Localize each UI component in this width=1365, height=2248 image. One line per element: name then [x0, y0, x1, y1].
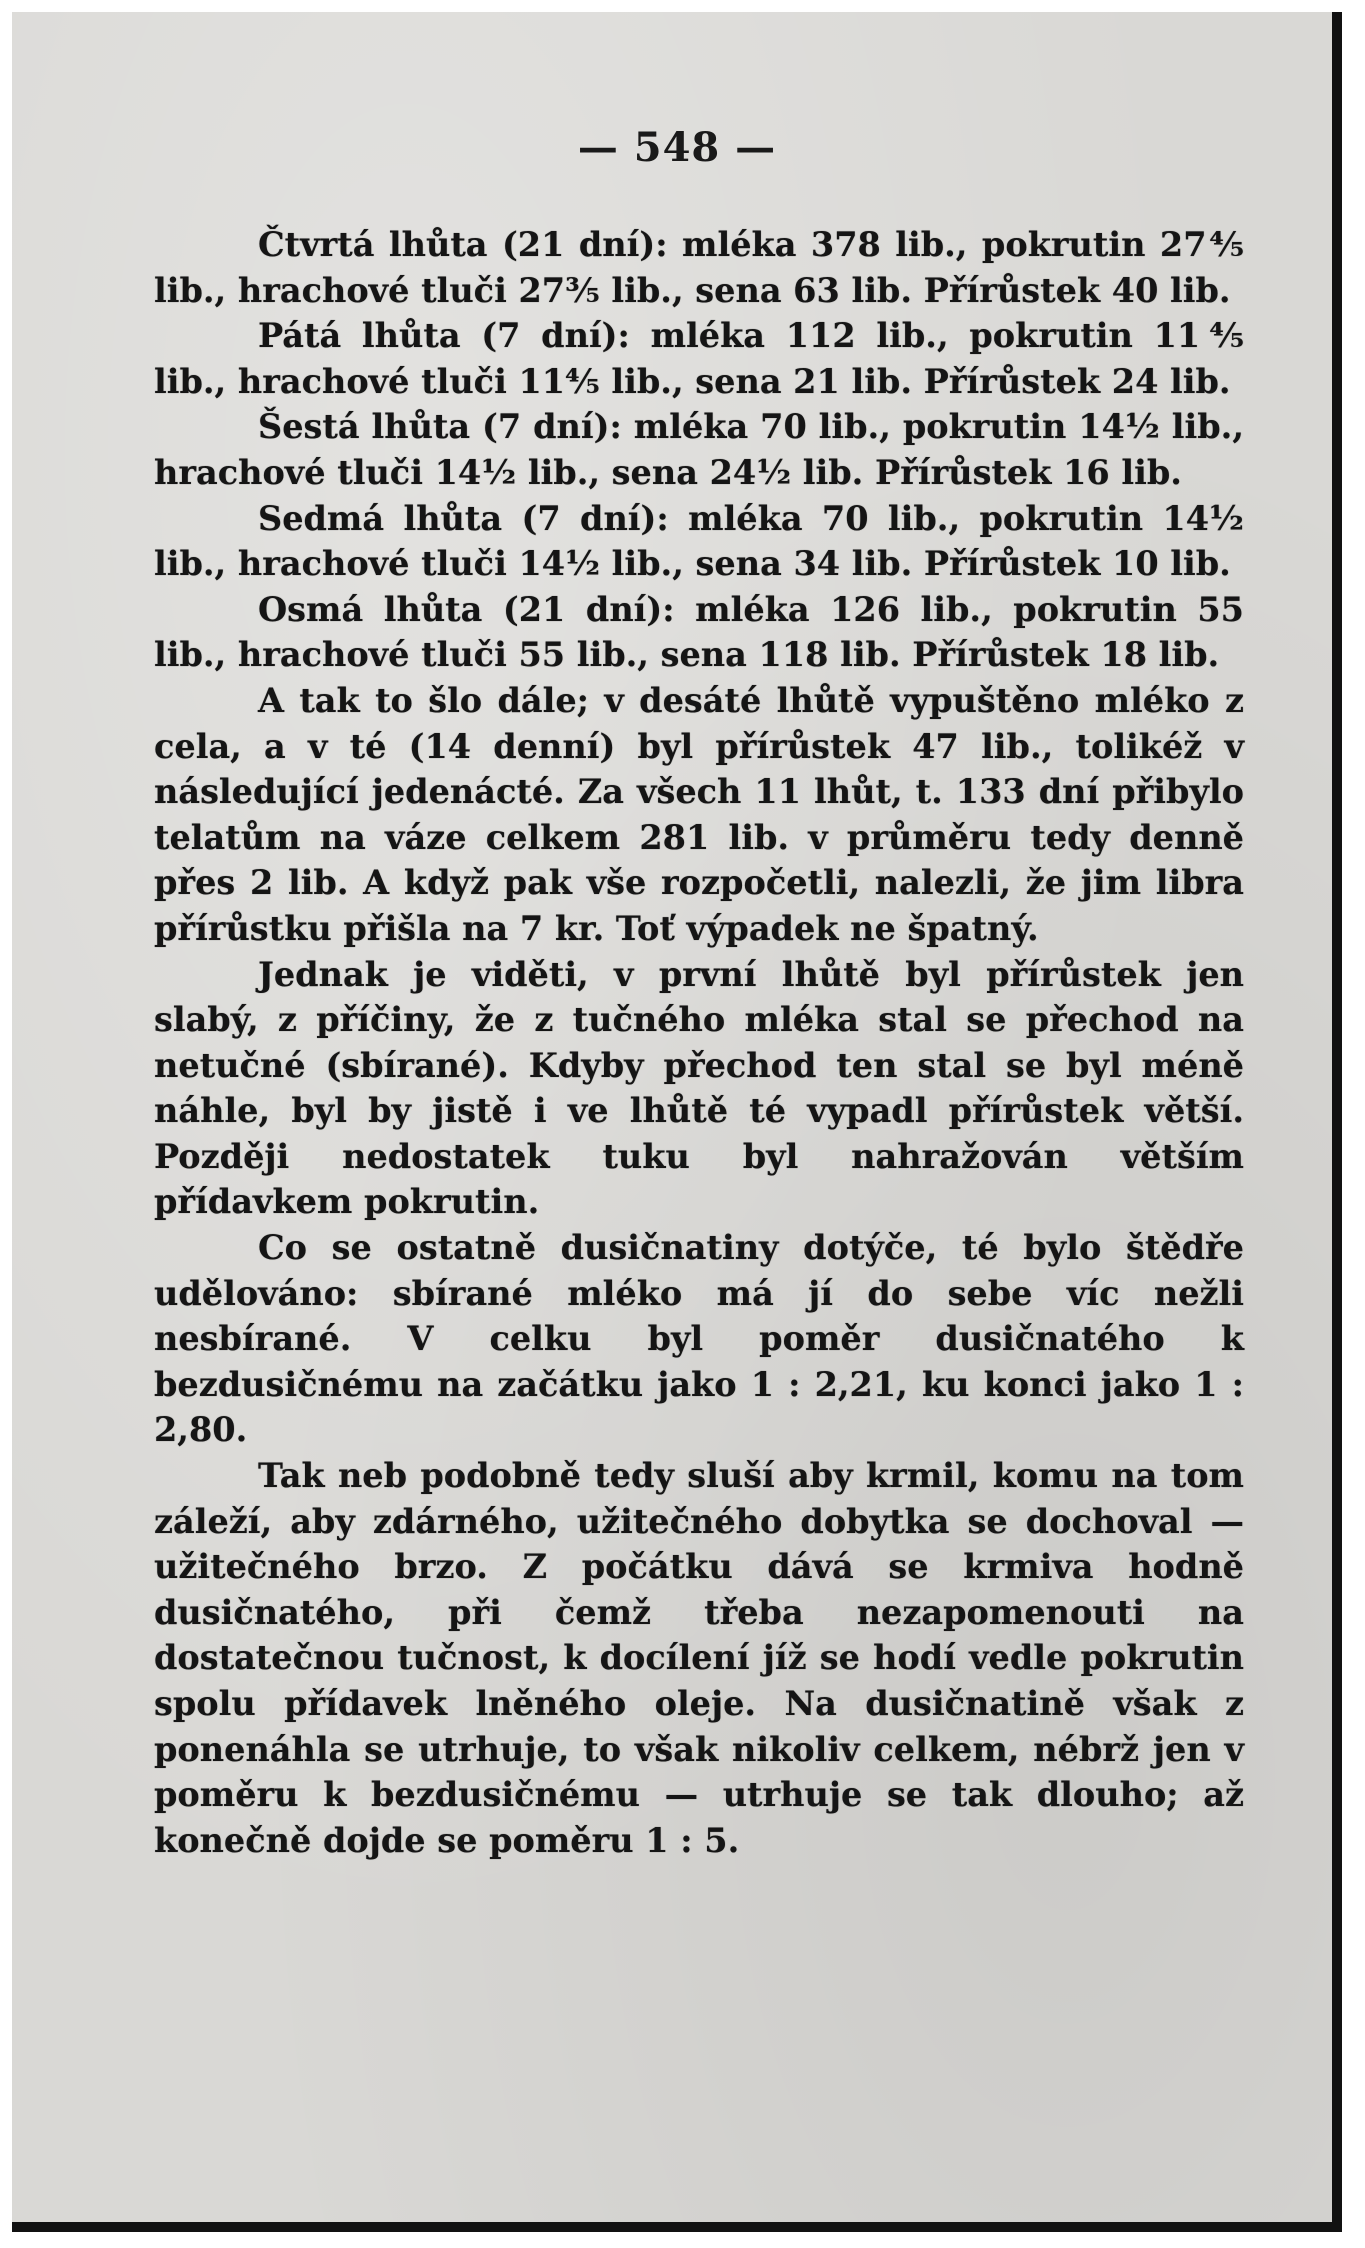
paragraph-osma-lhuta: Osmá lhůta (21 dní): mléka 126 lib., pokrutin 55 lib., hrachové tluči 55 lib., sena 118 lib. Přírůstek 18 lib.	[154, 589, 1244, 675]
paragraph-ctvrta-lhuta: Čtvrtá lhůta (21 dní): mléka 378 lib., pokrutin 27⅘ lib., hrachové tluči 27⅗ lib., sena 63 lib. Přírůstek 40 lib.	[154, 225, 1244, 310]
paragraph-dusicnatiny: Co se ostatně dusičnatiny dotýče, té bylo štědře udělováno: sbírané mléko má jí do sebe víc nežli nesbírané. V celku byl poměr dusičnatého k bezdusičnému na začátku jako 1 : 2,21, ku konci jako 1 : 2,80.	[154, 1228, 1244, 1450]
paragraph-pata-lhuta: Pátá lhůta (7 dní): mléka 112 lib., pokrutin 11⅘ lib., hrachové tluči 11⅘ lib., sena 21 lib. Přírůstek 24 lib.	[154, 316, 1244, 401]
paragraph-sesta-lhuta: Šestá lhůta (7 dní): mléka 70 lib., pokrutin 14½ lib., hrachové tluči 14½ lib., sena 24½ lib. Přírůstek 16 lib.	[154, 407, 1244, 492]
book-page	[12, 12, 1342, 2232]
paragraph-conclusion: Tak neb podobně tedy sluší aby krmil, komu na tom záleží, aby zdárného, užitečného dobytka se dochoval — užitečného brzo. Z počátku dává se krmiva hodně dusičnatého, při čemž třeba nezapomenouti na dostatečnou tučnost, k docílení jíž se hodí vedle pokrutin spolu přídavek lněného oleje. Na dusičnatině však z ponenáhla se utrhuje, to však nikoliv celkem, nébrž jen v poměru k bezdusičnému — utrhuje se tak dlouho; až konečně dojde se poměru 1 : 5.	[154, 1456, 1244, 1860]
paragraph-summary: A tak to šlo dále; v desáté lhůtě vypuštěno mléko z cela, a v té (14 denní) byl přírůstek 47 lib., tolikéž v následující jedenácté. Za všech 11 lhůt, t. 133 dní přibylo telatům na váze celkem 281 lib. v průměru tedy denně přes 2 lib. A když pak vše rozpočetli, nalezli, že jim libra přírůstku přišla na 7 kr. Toť výpadek ne špatný.	[154, 680, 1244, 948]
paragraph-jednak: Jednak je viděti, v první lhůtě byl přírůstek jen slabý, z příčiny, že z tučného mléka stal se přechod na netučné (sbírané). Kdyby přechod ten stal se byl méně náhle, byl by jistě i ve lhůtě té vypadl přírůstek větší. Později nedostatek tuku byl nahražován větším přídavkem pokrutin.	[154, 954, 1244, 1222]
page-number: — 548 —	[577, 124, 777, 171]
paragraph-sedma-lhuta: Sedmá lhůta (7 dní): mléka 70 lib., pokrutin 14½ lib., hrachové tluči 14½ lib., sena 34 lib. Přírůstek 10 lib.	[154, 498, 1244, 584]
body-text	[154, 222, 1244, 1863]
